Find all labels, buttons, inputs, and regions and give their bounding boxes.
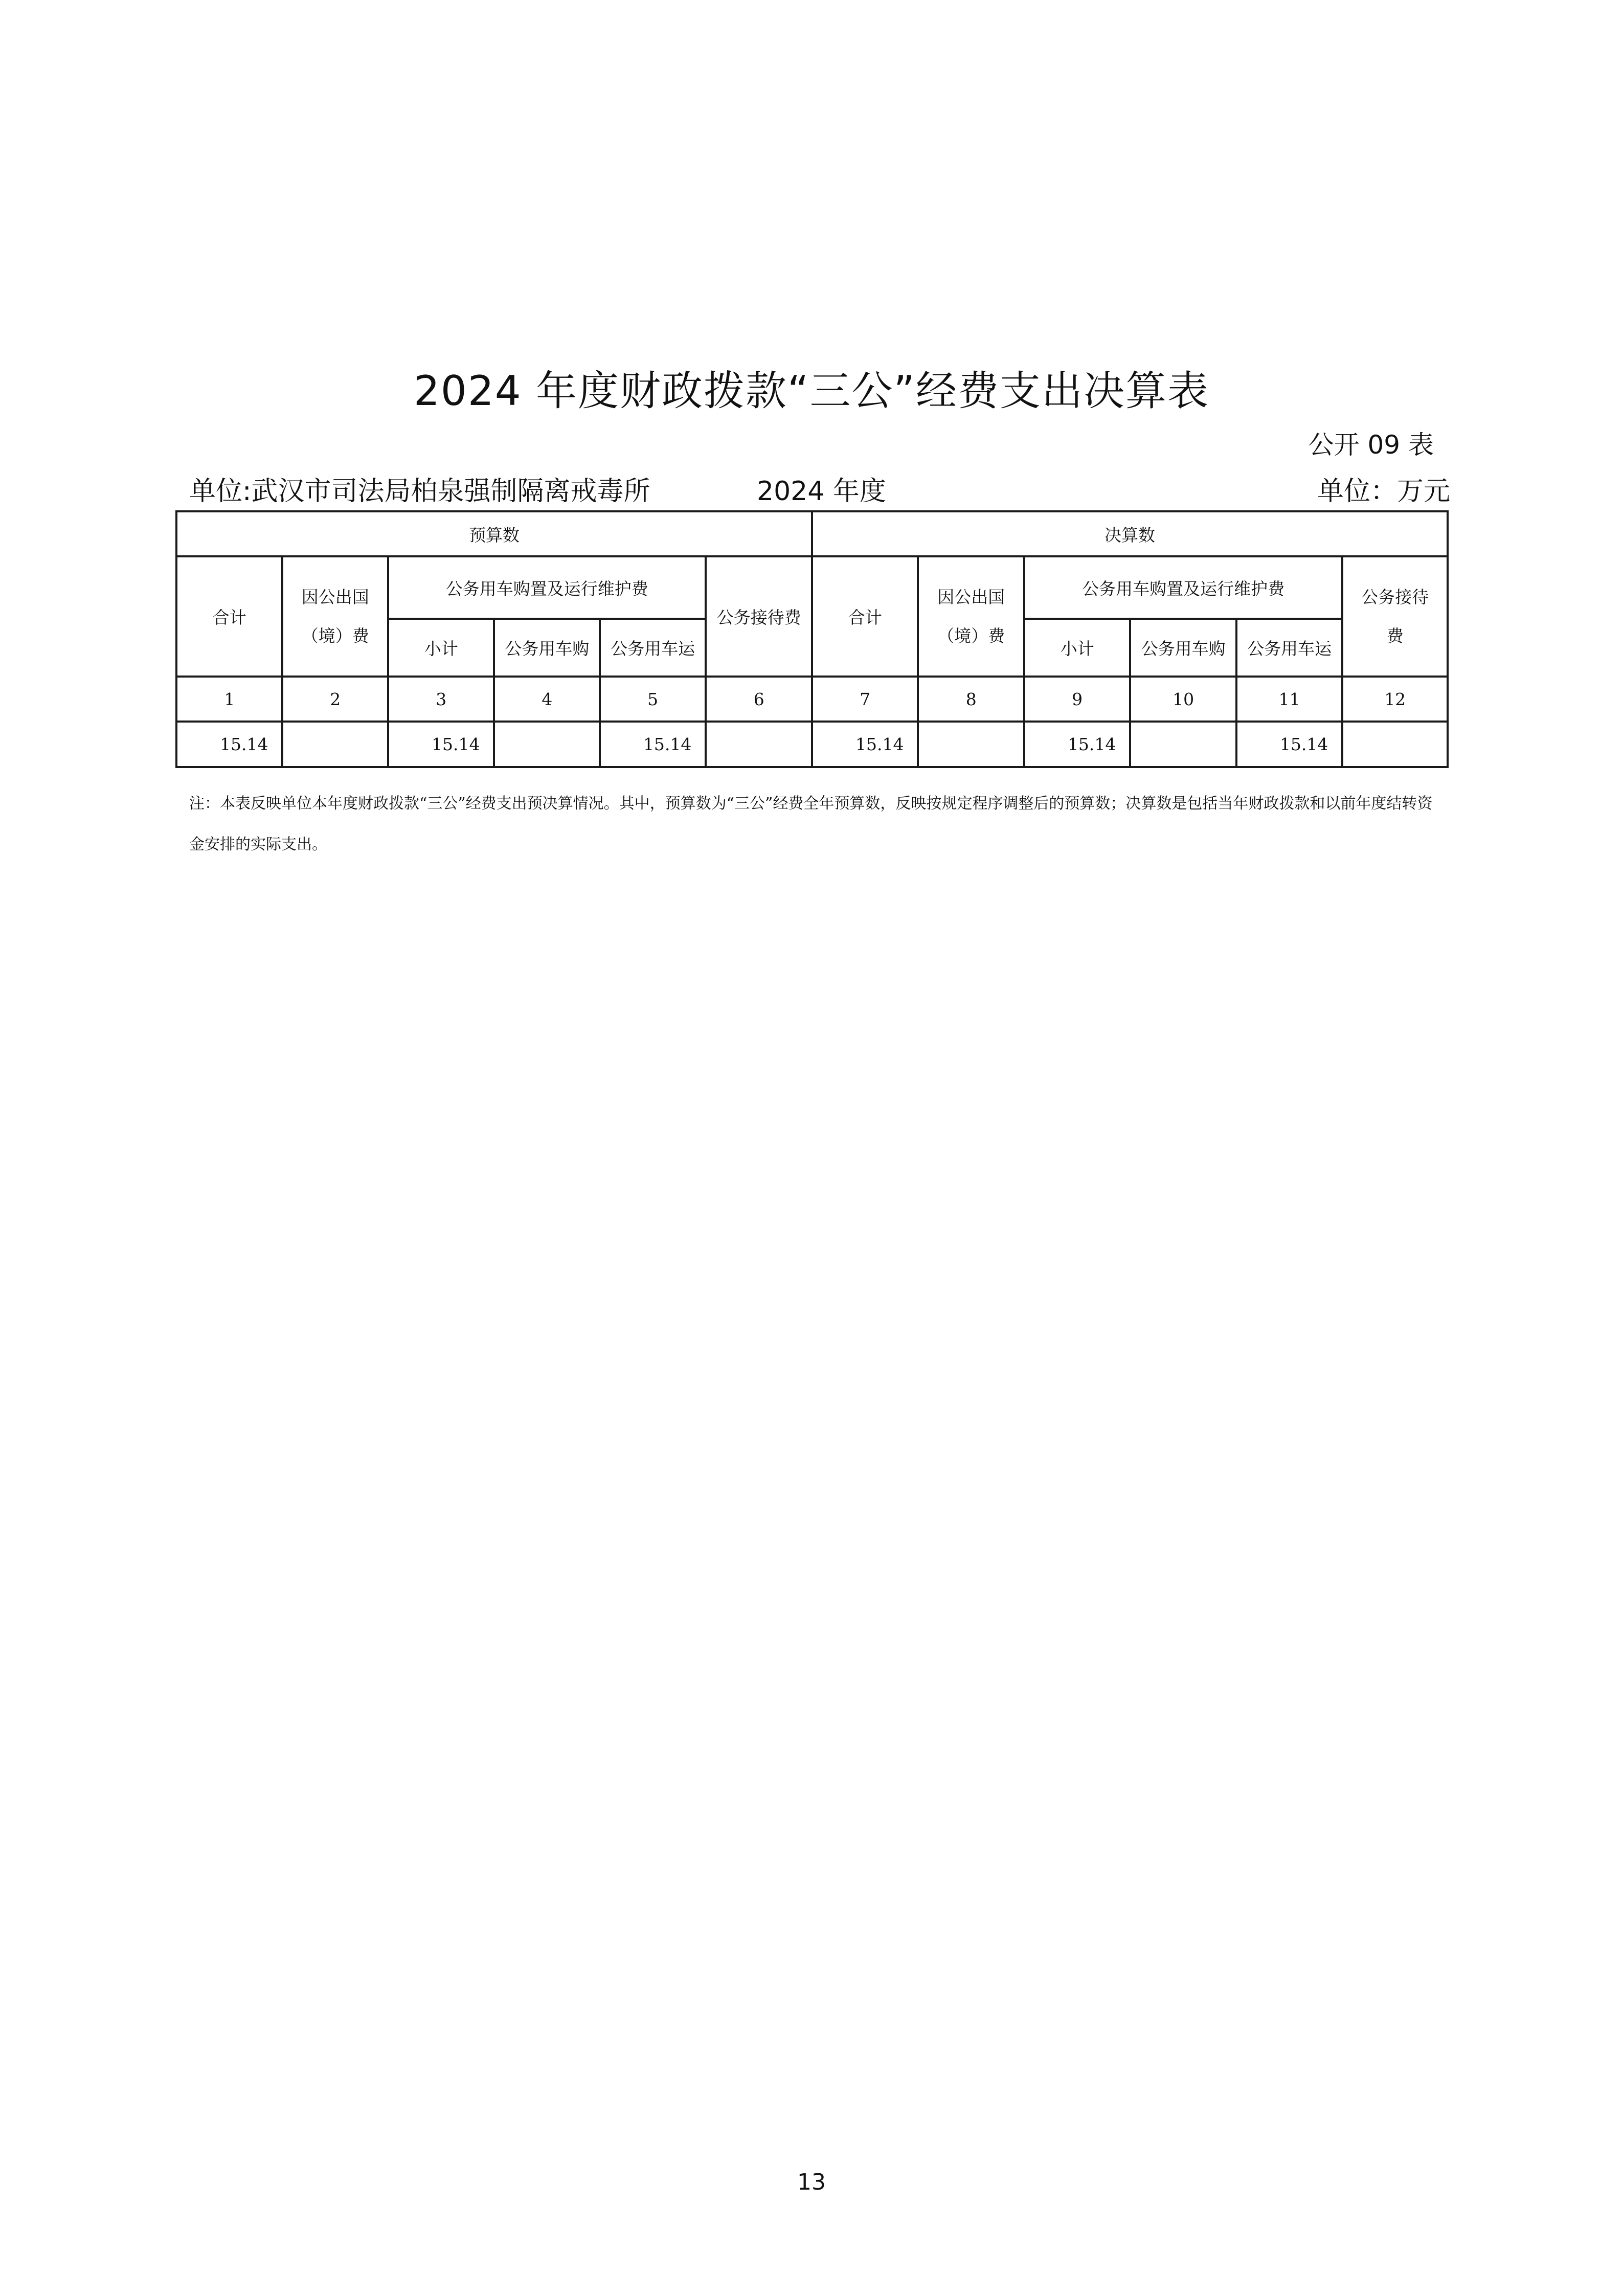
page-number: 13 xyxy=(797,2169,826,2195)
column-number: 12 xyxy=(1342,677,1448,722)
final-vehicle-group-header: 公务用车购置及运行维护费 xyxy=(1024,556,1342,619)
budget-subtotal-value: 15.14 xyxy=(388,722,494,767)
final-vehicle-purchase-header: 公务用车购 xyxy=(1130,619,1236,677)
column-number: 2 xyxy=(282,677,388,722)
column-number: 11 xyxy=(1236,677,1342,722)
budget-abroad-header-line1: 因公出国 xyxy=(301,587,369,607)
budget-vehicle-operation-value: 15.14 xyxy=(600,722,706,767)
budget-total-value: 15.14 xyxy=(176,722,282,767)
column-number: 10 xyxy=(1130,677,1236,722)
document-title: 2024 年度财政拨款“三公”经费支出决算表 xyxy=(414,367,1209,415)
budget-group-header: 预算数 xyxy=(176,511,812,556)
final-abroad-header-line1: 因公出国 xyxy=(937,587,1005,607)
three-public-expenses-table xyxy=(175,510,1449,768)
table-note: 注：本表反映单位本年度财政拨款“三公”经费支出预决算情况。其中，预算数为“三公”经费全年预算数，反映按规定程序调整后的预算数；决算数是包括当年财政拨款和以前年度结转资金安排的实际支出。 xyxy=(189,795,1433,853)
budget-abroad-header xyxy=(282,556,388,677)
final-vehicle-operation-header: 公务用车运 xyxy=(1236,619,1342,677)
final-reception-header-line2: 费 xyxy=(1386,625,1404,646)
final-abroad-header xyxy=(918,556,1024,677)
column-number: 3 xyxy=(388,677,494,722)
budget-vehicle-purchase-value xyxy=(494,722,599,767)
final-abroad-value xyxy=(918,722,1024,767)
final-vehicle-operation-value: 15.14 xyxy=(1236,722,1342,767)
currency-unit: 单位：万元 xyxy=(1317,476,1450,507)
final-vehicle-purchase-value xyxy=(1130,722,1236,767)
budget-vehicle-operation-header: 公务用车运 xyxy=(600,619,706,677)
header-row xyxy=(176,556,1448,619)
value-row xyxy=(176,722,1448,767)
budget-abroad-header-line2: （境）费 xyxy=(301,625,369,646)
column-number: 8 xyxy=(918,677,1024,722)
budget-abroad-value xyxy=(282,722,388,767)
group-header-row xyxy=(176,511,1448,556)
final-total-header: 合计 xyxy=(812,556,918,677)
budget-subtotal-header: 小计 xyxy=(388,619,494,677)
form-code: 公开 09 表 xyxy=(1308,430,1434,460)
column-number: 5 xyxy=(600,677,706,722)
final-subtotal-header: 小计 xyxy=(1024,619,1130,677)
budget-vehicle-purchase-header: 公务用车购 xyxy=(494,619,599,677)
reporting-unit: 单位:武汉市司法局柏泉强制隔离戒毒所 xyxy=(189,476,650,507)
column-number: 7 xyxy=(812,677,918,722)
column-number-row xyxy=(176,677,1448,722)
budget-vehicle-group-header: 公务用车购置及运行维护费 xyxy=(388,556,706,619)
budget-total-header: 合计 xyxy=(176,556,282,677)
column-number: 6 xyxy=(706,677,812,722)
final-reception-header xyxy=(1342,556,1448,677)
final-subtotal-value: 15.14 xyxy=(1024,722,1130,767)
column-number: 4 xyxy=(494,677,599,722)
final-reception-value xyxy=(1342,722,1448,767)
budget-reception-value xyxy=(706,722,812,767)
budget-reception-header: 公务接待费 xyxy=(706,556,812,677)
final-abroad-header-line2: （境）费 xyxy=(937,625,1005,646)
column-number: 1 xyxy=(176,677,282,722)
final-total-value: 15.14 xyxy=(812,722,918,767)
final-group-header: 决算数 xyxy=(812,511,1448,556)
fiscal-year: 2024 年度 xyxy=(757,476,886,507)
column-number: 9 xyxy=(1024,677,1130,722)
final-reception-header-line1: 公务接待 xyxy=(1361,587,1429,607)
